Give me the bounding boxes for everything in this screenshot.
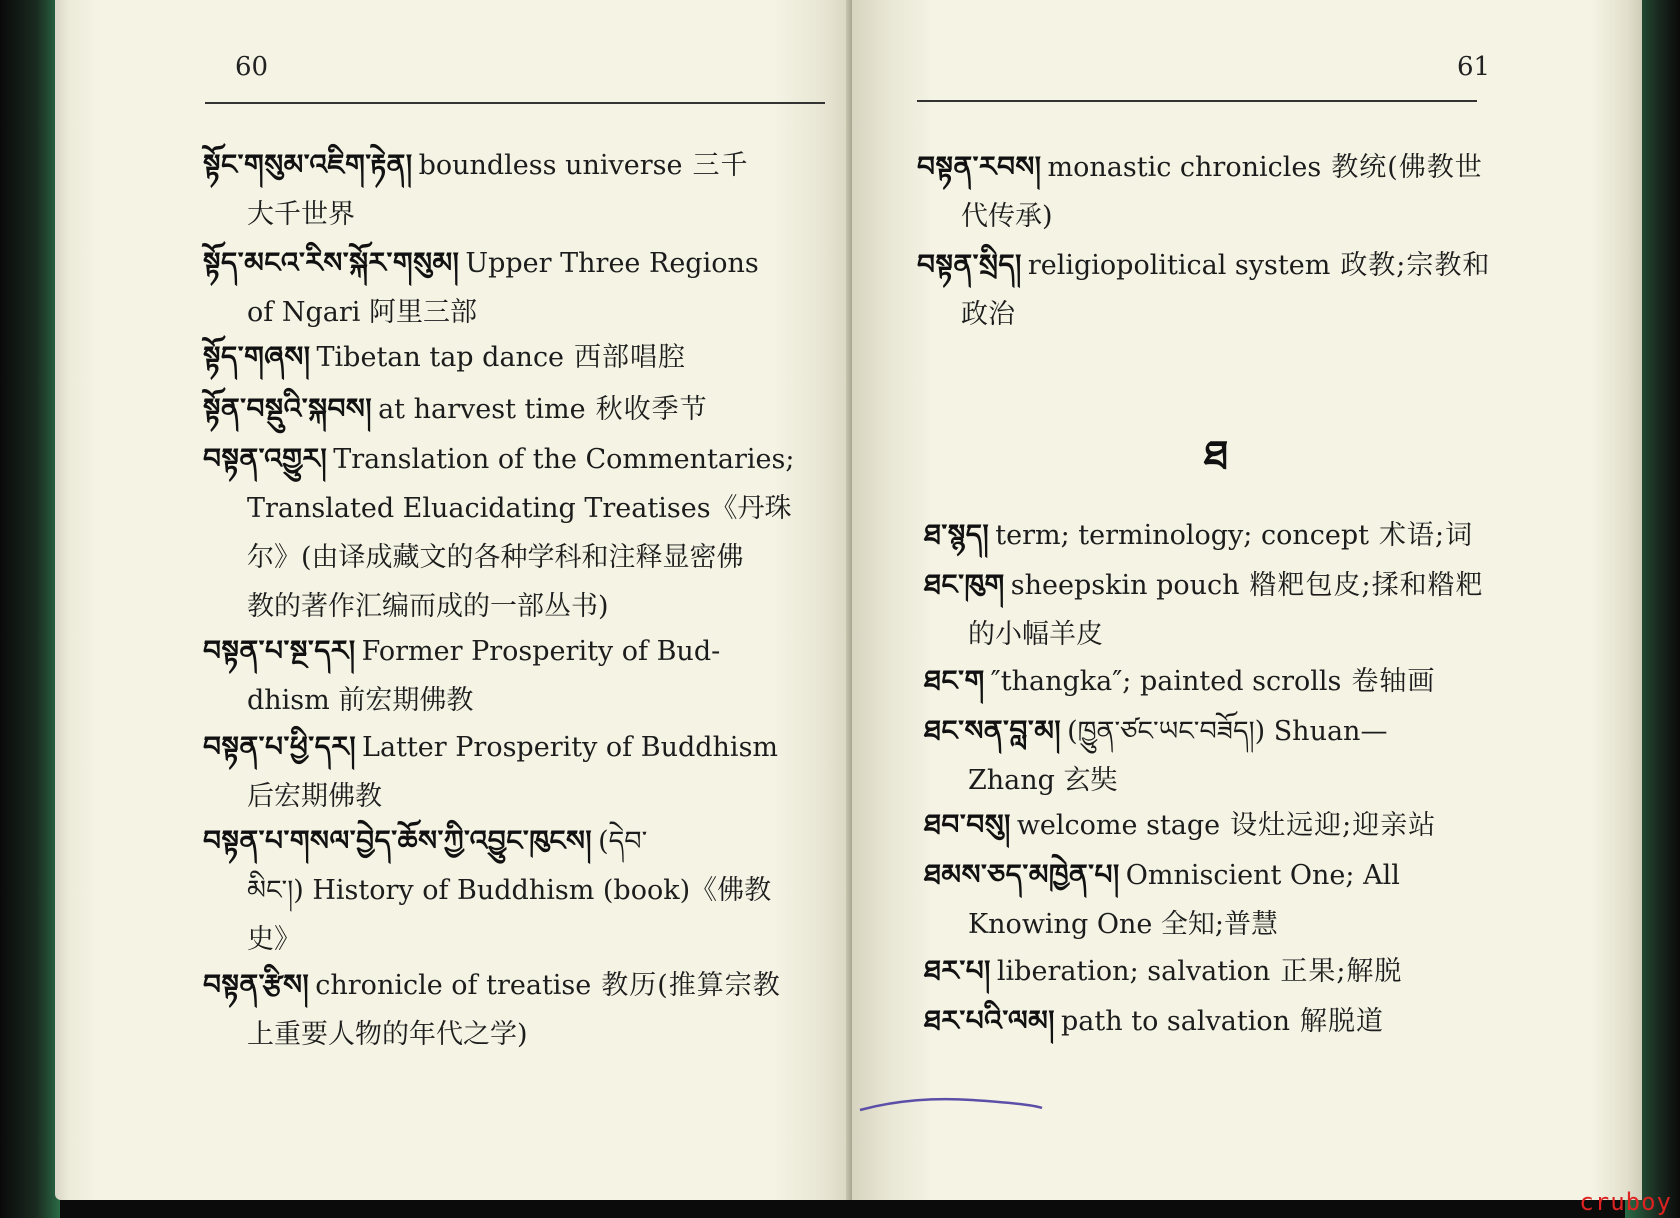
english-gloss: Latter Prosperity of Buddhism — [362, 732, 779, 763]
english-gloss: Upper Three Regions — [465, 248, 759, 279]
entry-continuation: 的小幅羊皮 — [968, 619, 1103, 650]
entry-continuation: 政治 — [961, 299, 1015, 330]
chinese-gloss: 卷轴画 — [1351, 666, 1436, 697]
tibetan-headword: ཐང་ཁུག — [924, 568, 1005, 601]
english-gloss: welcome stage — [1016, 810, 1221, 841]
entry-continuation: Translated Eluacidating Treatises《丹珠 — [247, 493, 792, 524]
dictionary-entry — [924, 996, 1384, 1046]
entry-continuation: Zhang 玄奘 — [968, 765, 1118, 796]
section-letter-heading: ཐ — [1204, 433, 1229, 479]
dictionary-entry — [924, 560, 1484, 659]
dictionary-entry — [917, 142, 1483, 241]
chinese-gloss: 西部唱腔 — [574, 342, 687, 373]
entry-continuation: 后宏期佛教 — [247, 781, 382, 812]
entry-continuation: 上重要人物的年代之学) — [247, 1019, 528, 1050]
dictionary-entry — [203, 434, 804, 631]
tibetan-headword: བསྟན་པ་གསལ་བྱེད་ཆོས་ཀྱི་འབྱུང་ཁུངས། — [203, 824, 593, 857]
dictionary-entry — [917, 240, 1490, 339]
dictionary-entry — [924, 800, 1436, 850]
chinese-gloss: 政教;宗教和 — [1340, 250, 1491, 281]
chinese-gloss: 秋收季节 — [595, 394, 708, 425]
tibetan-headword: སྟོང་གསུམ་འཇིག་རྟེན། — [203, 148, 413, 181]
dictionary-entry — [203, 816, 771, 964]
tibetan-headword: ཐར་པའི་ལམ། — [924, 1004, 1056, 1037]
chinese-gloss: 正果;解脱 — [1280, 956, 1403, 987]
dictionary-entry — [203, 238, 769, 337]
tibetan-headword: བསྟན་སྲིད། — [917, 248, 1022, 281]
tibetan-headword: ཐར་པ། — [924, 954, 991, 987]
entry-continuation: 大千世界 — [247, 199, 355, 230]
tibetan-headword: ཐང་སན་བླ་མ། — [924, 714, 1062, 747]
english-gloss: (དེབ་ — [598, 826, 648, 857]
watermark: cruboy — [1579, 1188, 1672, 1216]
english-gloss: religiopolitical system — [1027, 250, 1331, 281]
left-page-number: 60 — [235, 52, 269, 82]
tibetan-headword: བསྟན་པ་ཕྱི་དར། — [203, 730, 357, 763]
english-gloss: monastic chronicles — [1047, 152, 1322, 183]
tibetan-headword: སྟོད་མངའ་རིས་སྐོར་གསུམ། — [203, 246, 460, 279]
entry-continuation: dhism 前宏期佛教 — [247, 685, 474, 716]
dictionary-entry — [924, 706, 1397, 805]
dictionary-entry — [924, 946, 1402, 996]
english-gloss: boundless universe — [418, 150, 683, 181]
tibetan-headword: ཐམས་ཅད་མཁྱེན་པ། — [924, 858, 1120, 891]
entry-continuation: མིང་།) History of Buddhism (book)《佛教 — [247, 875, 772, 906]
dictionary-entry — [203, 626, 730, 725]
english-gloss: Tibetan tap dance — [316, 342, 565, 373]
chinese-gloss: 三千 — [692, 150, 749, 181]
dictionary-entry — [924, 850, 1410, 949]
dictionary-entry — [924, 510, 1473, 560]
entry-continuation: 代传承) — [961, 201, 1053, 232]
entry-continuation: 史》 — [247, 924, 301, 955]
chinese-gloss: 解脱道 — [1299, 1006, 1384, 1037]
entry-continuation: of Ngari 阿里三部 — [247, 297, 477, 328]
chinese-gloss: 糌粑包皮;揉和糌粑 — [1249, 570, 1484, 601]
dictionary-entry — [203, 384, 708, 434]
chinese-gloss: 术语;词 — [1378, 520, 1474, 551]
chinese-gloss: 教统(佛教世 — [1331, 152, 1483, 183]
dictionary-entry — [203, 722, 788, 821]
tibetan-headword: ཐ་སྙད། — [924, 518, 990, 551]
english-gloss: Omniscient One; All — [1125, 860, 1400, 891]
english-gloss: ″thangka″; painted scrolls — [990, 666, 1342, 697]
book-cover-left-edge — [0, 0, 60, 1218]
english-gloss: sheepskin pouch — [1010, 570, 1240, 601]
entry-continuation: 尔》(由译成藏文的各种学科和注释显密佛 — [247, 542, 744, 573]
tibetan-headword: ཐང་ག — [924, 664, 985, 697]
left-header-rule — [205, 102, 825, 104]
english-gloss: chronicle of treatise — [315, 970, 592, 1001]
pen-underline-mark — [852, 1090, 1052, 1120]
english-gloss: (ཁྱུན་ཙང་ཡང་བཟོད།) Shuan— — [1067, 716, 1388, 747]
english-gloss: Former Prosperity of Bud- — [361, 636, 721, 667]
tibetan-headword: བསྟན་རྩིས། — [203, 968, 310, 1001]
dictionary-entry — [203, 960, 781, 1059]
tibetan-headword: སྟོན་བསྡུའི་སྐབས། — [203, 392, 373, 425]
entry-continuation: Knowing One 全知;普慧 — [968, 909, 1278, 940]
english-gloss: at harvest time — [378, 394, 586, 425]
tibetan-headword: བསྟན་རབས། — [917, 150, 1042, 183]
dictionary-entry — [203, 332, 686, 382]
english-gloss: liberation; salvation — [996, 956, 1271, 987]
tibetan-headword: བསྟན་པ་སྔ་དར། — [203, 634, 356, 667]
right-page-number: 61 — [1457, 52, 1491, 82]
english-gloss: Translation of the Commentaries; — [333, 444, 795, 475]
chinese-gloss: 设灶远迎;迎亲站 — [1230, 810, 1437, 841]
tibetan-headword: ཐབ་བསུ། — [924, 808, 1011, 841]
dictionary-entry — [924, 656, 1435, 706]
dictionary-entry — [203, 140, 748, 239]
right-page — [852, 0, 1642, 1200]
tibetan-headword: སྟོད་གཞས། — [203, 340, 311, 373]
tibetan-headword: བསྟན་འགྱུར། — [203, 442, 328, 475]
right-header-rule — [917, 100, 1477, 102]
left-page — [55, 0, 855, 1200]
english-gloss: term; terminology; concept — [995, 520, 1369, 551]
chinese-gloss: 教历(推算宗教 — [601, 970, 781, 1001]
entry-continuation: 教的著作汇编而成的一部丛书) — [247, 591, 609, 622]
english-gloss: path to salvation — [1061, 1006, 1290, 1037]
